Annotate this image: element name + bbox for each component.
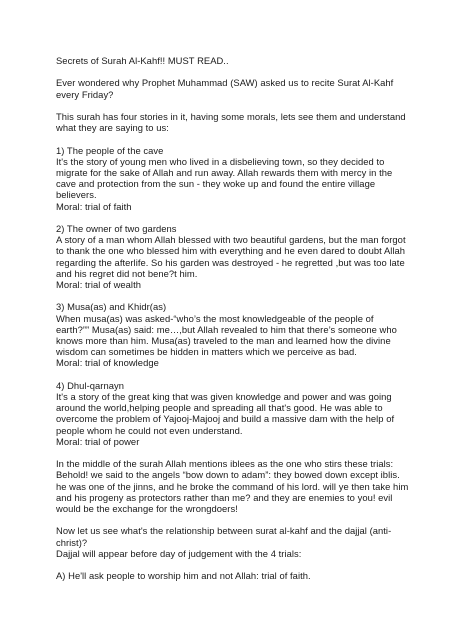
text-line: to thank the one who blessed him with everything and he even dared to doubt Allah [56, 245, 406, 257]
story-3 [56, 301, 428, 368]
text-line: regarding the afterlife. So his garden was destroyed - he regretted ,but was too late [56, 256, 405, 268]
text-line: every Friday? [56, 88, 114, 100]
story-heading: 3) Musa(as) and Khidr(as) [56, 301, 167, 313]
overview-paragraph [56, 111, 428, 133]
iblees-paragraph [56, 458, 428, 514]
text-line: christ)? [56, 536, 88, 548]
dajjal-paragraph [56, 525, 428, 559]
story-moral: Moral: trial of wealth [56, 279, 141, 290]
text-line: around the world,helping people and spreading all that's good. He was able to [56, 402, 383, 414]
story-1 [56, 145, 428, 212]
text-line: people whom he could not even understand. [56, 424, 243, 436]
text-line: Dajjal will appear before day of judgement with the 4 trials: [56, 547, 302, 559]
text-line: earth?”” Musa(as) said: me…,but Allah revealed to him that there’s someone who [56, 323, 397, 335]
story-4 [56, 380, 428, 447]
text-line: It's the story of young men who lived in a disbelieving town, so they decided to [56, 155, 385, 167]
title-line: Secrets of Surah Al-Kahf!! MUST READ.. [56, 55, 229, 66]
story-2 [56, 223, 428, 290]
trial-a-paragraph [56, 570, 428, 581]
text-line: wisdom can sometimes be hidden in matters which we perceive as bad. [56, 346, 357, 358]
text-line: believers. [56, 189, 97, 201]
story-heading: 2) The owner of two gardens [56, 222, 177, 234]
intro-paragraph [56, 77, 428, 99]
text-line: Behold! we said to the angels “bow down to adam”: they bowed down except iblis. [56, 469, 400, 481]
text-line: migrate for the sake of Allah and run away. Allah rewards them with mercy in the [56, 166, 393, 178]
text-line: cave and protection from the sun - they woke up and found the entire village [56, 178, 376, 190]
text-line: would be the exchange for the wrongdoers! [56, 503, 238, 515]
story-moral: Moral: trial of power [56, 435, 140, 447]
text-line: It's a story of the great king that was given knowledge and power and was going [56, 391, 392, 402]
text-line: A) He'll ask people to worship him and not Allah: trial of faith. [56, 570, 311, 582]
text-line: and his progeny as protectors rather than me? and they are enemies to you! evil [56, 491, 393, 503]
text-line: what they are saying to us: [56, 122, 169, 134]
text-line: This surah has four stories in it, having some morals, lets see them and understand [56, 110, 406, 122]
story-heading: 1) The people of the cave [56, 144, 164, 156]
text-line: Ever wondered why Prophet Muhammad (SAW) asked us to recite Surat Al-Kahf [56, 77, 394, 89]
text-line: overcome the problem of Yajooj-Majooj and build a massive dam with the help of [56, 413, 395, 425]
story-heading: 4) Dhul-qarnayn [56, 379, 124, 391]
document-title [56, 55, 428, 66]
text-line: In the middle of the surah Allah mentions iblees as the one who stirs these trials: [56, 458, 394, 470]
text-line: Now let us see what's the relationship between surat al-kahf and the dajjal (anti- [56, 525, 392, 537]
text-line: A story of a man whom Allah blessed with two beautiful gardens, but the man forgot [56, 234, 406, 246]
text-line: knows more than him. Musa(as) traveled to the man and learned how the divine [56, 335, 391, 346]
text-line: When musa(as) was asked-“who’s the most knowledgeable of the people of [56, 312, 374, 324]
document-page [56, 55, 428, 593]
story-moral: Moral: trial of knowledge [56, 357, 159, 369]
text-line: and his regret did not bene?t him. [56, 267, 198, 279]
text-line: he was one of the jinns, and he broke the command of his lord. will ye then take him [56, 480, 409, 492]
story-moral: Moral: trial of faith [56, 200, 132, 212]
